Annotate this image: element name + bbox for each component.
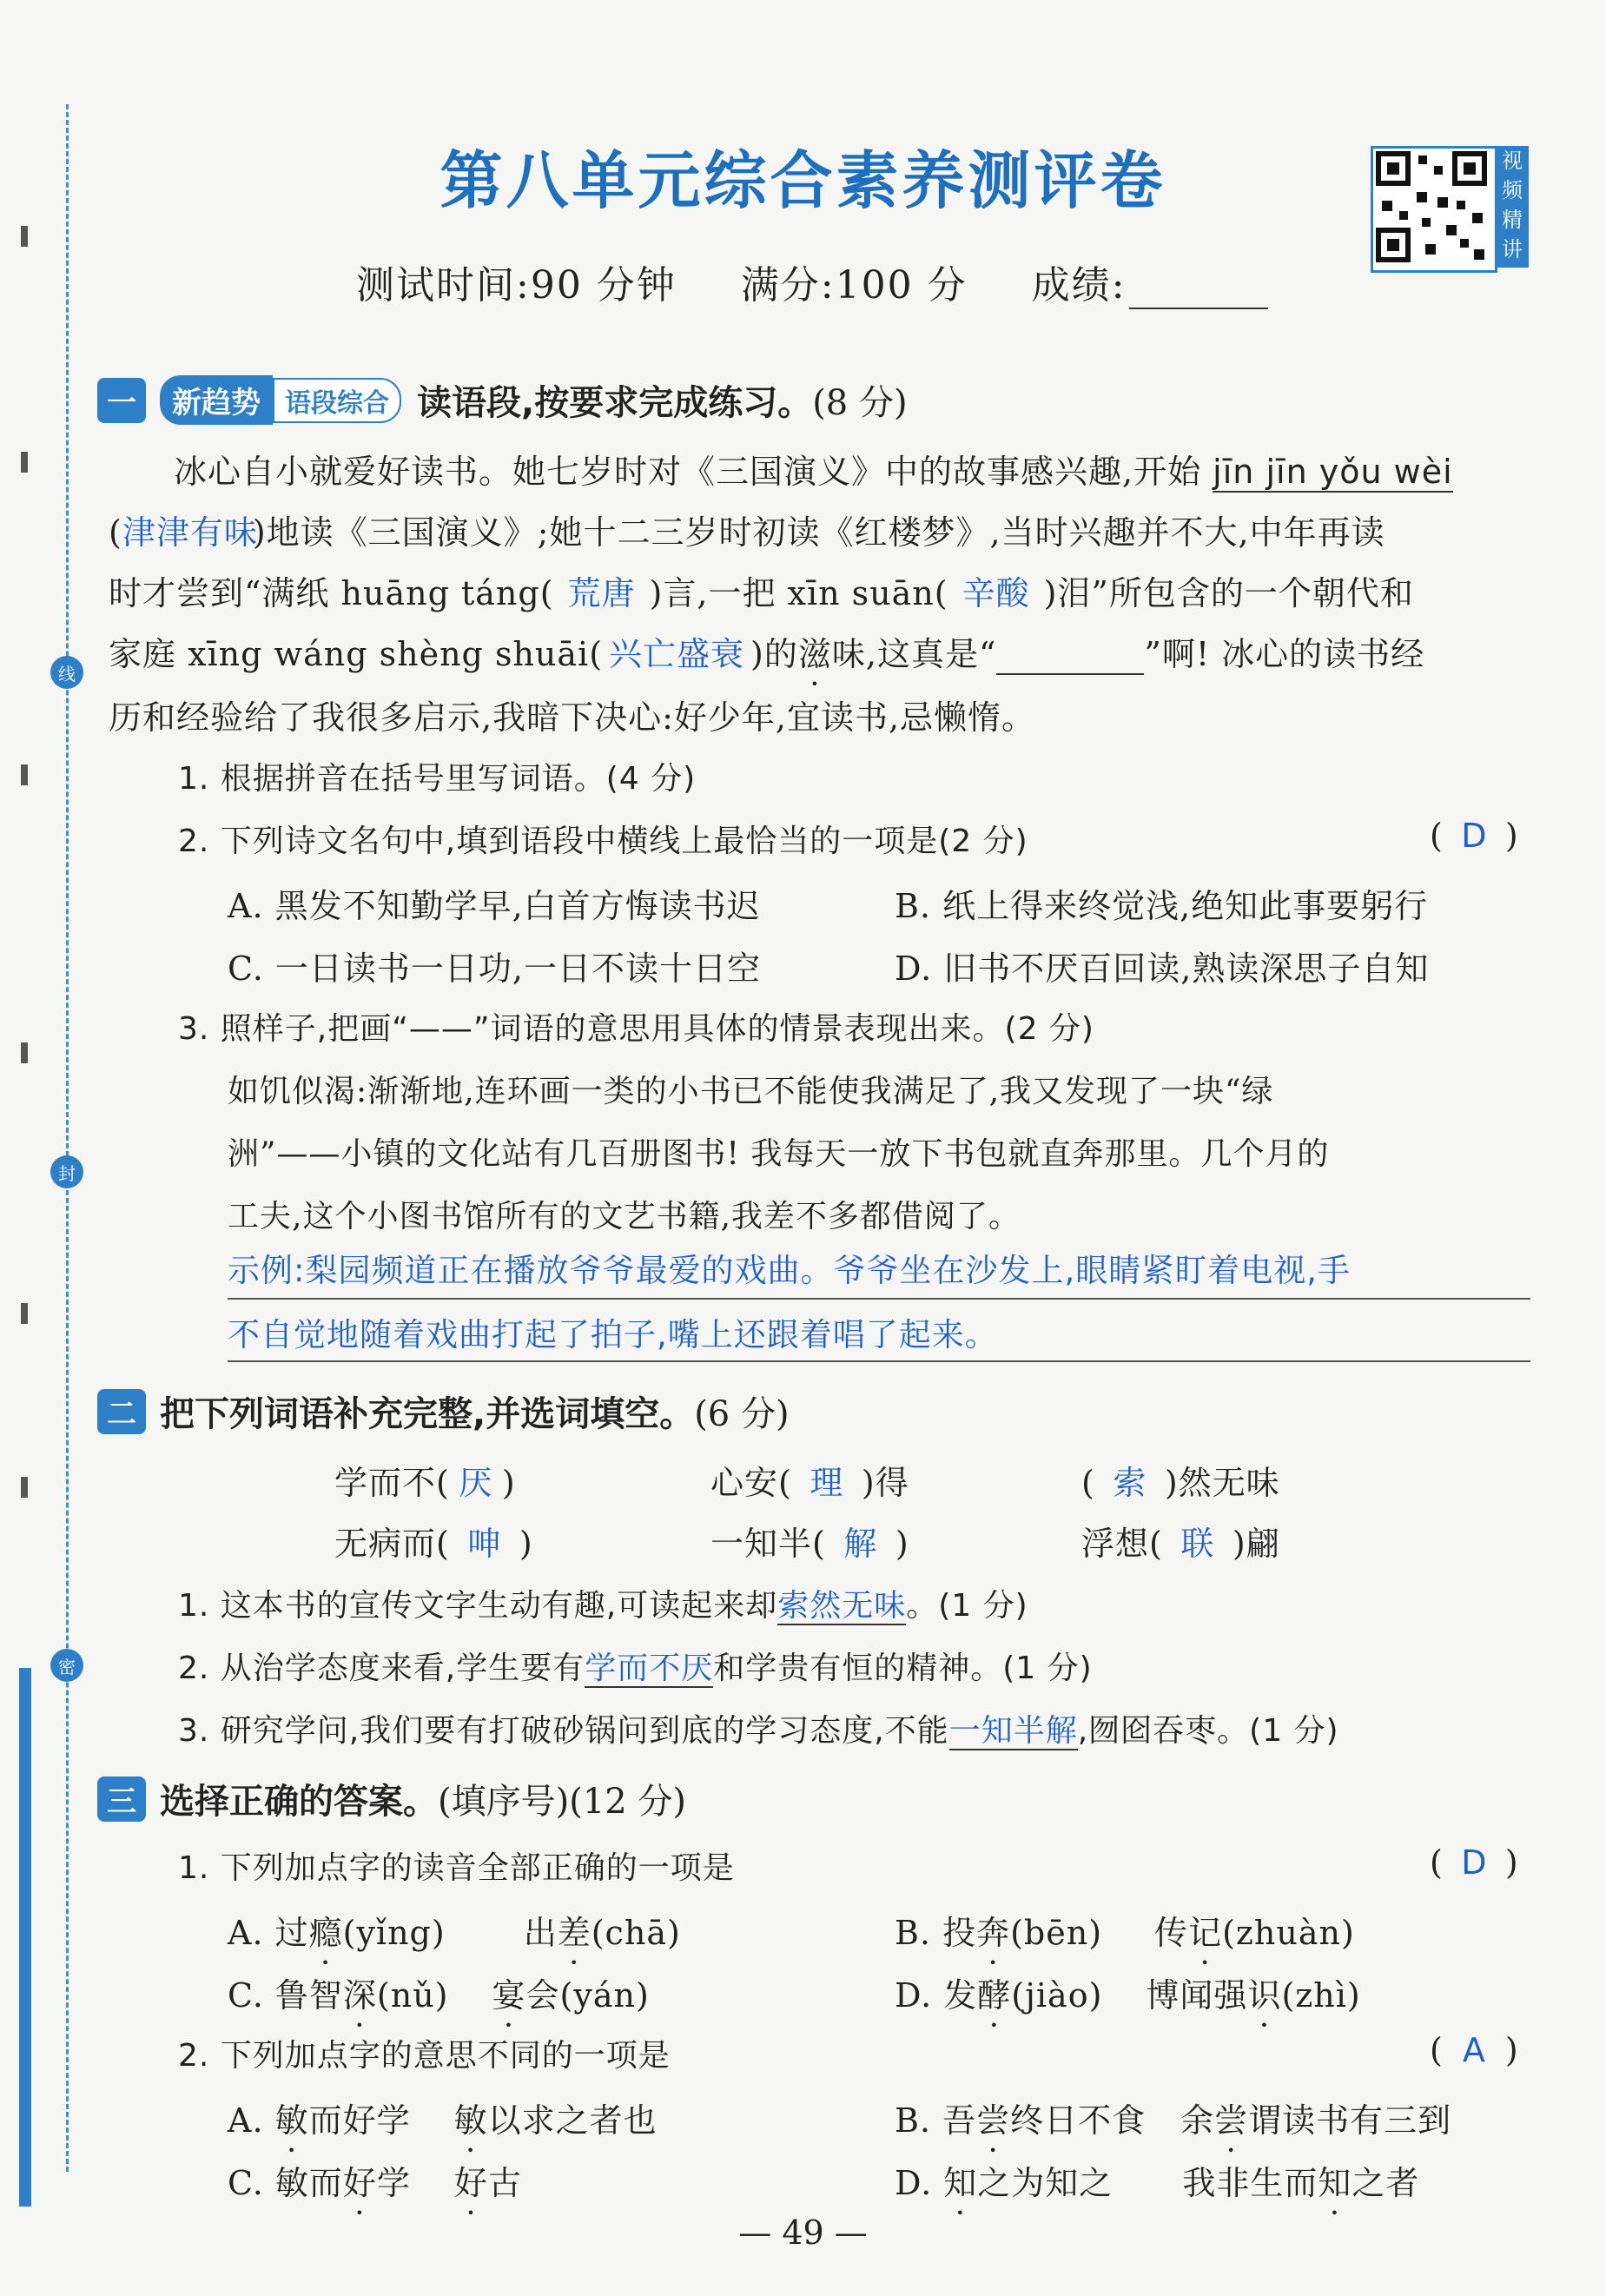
quote-blank[interactable] bbox=[996, 635, 1144, 675]
passage-line bbox=[109, 627, 1424, 675]
trend-badge-right: 语段综合 bbox=[273, 378, 401, 423]
answer-choice[interactable]: D bbox=[1461, 1843, 1487, 1882]
left-edge-tick bbox=[21, 226, 28, 247]
left-edge-tick bbox=[21, 1303, 28, 1324]
question-1-1: 1. 根据拼音在括号里写词语。(4 分) bbox=[178, 761, 697, 797]
dotted-char: 酵 bbox=[977, 1976, 1012, 2015]
section-number: 一 bbox=[97, 378, 146, 423]
answer-paren-1-2: ( D ) bbox=[1430, 817, 1518, 855]
section-title: 读语段,按要求完成练习。 bbox=[417, 383, 813, 423]
option-a[interactable]: A. 敏而好学 敏以求之者也 bbox=[228, 2101, 658, 2140]
trend-badge bbox=[160, 375, 401, 425]
answer-paren-3-1: ( D ) bbox=[1430, 1843, 1518, 1882]
passage-text: )的 bbox=[750, 635, 798, 673]
answer-xinsuan[interactable]: 辛酸 bbox=[962, 574, 1030, 612]
dotted-char: 敏 bbox=[453, 2101, 488, 2140]
word-item: 一知半( 解 ) bbox=[710, 1517, 909, 1565]
option-b[interactable]: B. 投奔(bēn) 传记(zhuàn) bbox=[895, 1914, 1355, 1952]
paren: ( bbox=[109, 513, 122, 552]
word-item: 浮想( 联 )翩 bbox=[1081, 1517, 1280, 1565]
passage-line: 历和经验给了我很多启示,我暗下决心:好少年,宜读书,忌懒惰。 bbox=[109, 698, 1036, 737]
binding-mark-secret: 密 bbox=[50, 1649, 83, 1682]
test-info bbox=[356, 254, 1319, 309]
section-number: 三 bbox=[97, 1777, 146, 1822]
option-b[interactable]: B. 吾尝终日不食 余尝谓读书有三到 bbox=[895, 2101, 1452, 2140]
option-c[interactable]: C. 鲁智深(nǔ) 宴会(yán) bbox=[228, 1976, 650, 2015]
passage-text: 时才尝到“满纸 huāng táng( bbox=[109, 574, 554, 612]
word-item: 心安( 理 )得 bbox=[710, 1456, 909, 1504]
binding-mark-line: 线 bbox=[50, 656, 83, 689]
section-title: 把下列词语补充完整,并选词填空。 bbox=[160, 1394, 695, 1434]
section-number: 二 bbox=[97, 1389, 146, 1434]
example-line: 工夫,这个小图书馆所有的文艺书籍,我差不多都借阅了。 bbox=[228, 1199, 1021, 1234]
word-answer[interactable]: 索 bbox=[1113, 1464, 1147, 1502]
answer-huangtang[interactable]: 荒唐 bbox=[567, 574, 636, 612]
example-line: 洲”——小镇的文化站有几百册图书! 我每天一放下书包就直奔那里。几个月的 bbox=[228, 1136, 1330, 1172]
page-number: — 49 — bbox=[738, 2213, 868, 2252]
dotted-char: 深 bbox=[342, 1976, 377, 2015]
trend-badge-left: 新趋势 bbox=[160, 375, 273, 425]
left-edge-strip bbox=[19, 1668, 31, 2207]
word-answer[interactable]: 联 bbox=[1180, 1525, 1215, 1563]
dotted-char: 滋 bbox=[797, 635, 832, 673]
section-1-header bbox=[97, 375, 908, 425]
answer-fill[interactable]: 学而不厌 bbox=[585, 1651, 714, 1686]
qr-code-icon[interactable] bbox=[1371, 146, 1497, 273]
passage-text: )言,一把 xīn suān( bbox=[649, 574, 948, 612]
answer-xingwang[interactable]: 兴亡盛衰 bbox=[609, 635, 745, 673]
dotted-char: 好 bbox=[453, 2164, 488, 2202]
section-3-header bbox=[97, 1774, 686, 1823]
passage-text: 味,这真是“ bbox=[831, 635, 997, 673]
word-answer[interactable]: 呻 bbox=[467, 1525, 502, 1563]
word-answer[interactable]: 解 bbox=[843, 1525, 878, 1563]
option-a[interactable]: A. 黑发不知勤学早,白首方悔读书迟 bbox=[228, 887, 761, 925]
question-1-2: 2. 下列诗文名句中,填到语段中横线上最恰当的一项是(2 分) bbox=[178, 824, 1028, 859]
passage-line bbox=[109, 506, 1385, 553]
question-2-1: 1. 这本书的宣传文字生动有趣,可读起来却索然无味。(1 分) bbox=[178, 1588, 1028, 1624]
option-d[interactable]: D. 旧书不厌百回读,熟读深思子自知 bbox=[895, 949, 1430, 988]
option-d[interactable]: D. 知之为知之 我非生而知之者 bbox=[895, 2164, 1420, 2202]
section-score: (8 分) bbox=[812, 383, 908, 423]
answer-paren-3-2: ( A ) bbox=[1430, 2031, 1518, 2069]
dotted-char: 尝 bbox=[1214, 2101, 1249, 2140]
question-3-1: 1. 下列加点字的读音全部正确的一项是 bbox=[178, 1850, 735, 1886]
test-time: 测试时间:90 分钟 bbox=[356, 263, 677, 308]
section-score: (填序号)(12 分) bbox=[438, 1782, 687, 1822]
passage-line bbox=[109, 566, 1414, 614]
dotted-char: 瘾 bbox=[308, 1914, 343, 1952]
left-edge-tick bbox=[21, 764, 28, 785]
dotted-char: 敏 bbox=[274, 2101, 309, 2140]
answer-jinjinyouwei[interactable]: 津津有味 bbox=[122, 513, 258, 552]
answer-line[interactable]: 示例:梨园频道正在播放爷爷最爱的戏曲。爷爷坐在沙发上,眼睛紧盯着电视,手 bbox=[228, 1252, 1351, 1289]
answer-line[interactable]: 不自觉地随着戏曲打起了拍子,嘴上还跟着唱了起来。 bbox=[228, 1316, 998, 1353]
option-c[interactable]: C. 敏而好学 好古 bbox=[228, 2164, 522, 2202]
grade-blank[interactable] bbox=[1129, 263, 1268, 309]
section-2-header bbox=[97, 1386, 790, 1436]
passage-text: )泪”所包含的一个朝代和 bbox=[1043, 574, 1414, 612]
word-answer[interactable]: 厌 bbox=[459, 1464, 493, 1502]
answer-fill[interactable]: 一知半解 bbox=[948, 1713, 1078, 1749]
left-edge-tick bbox=[21, 1042, 28, 1063]
binding-mark-seal: 封 bbox=[50, 1155, 83, 1188]
dotted-char: 尝 bbox=[976, 2101, 1011, 2140]
dotted-char: 奔 bbox=[976, 1914, 1011, 1952]
passage-line bbox=[174, 445, 1453, 493]
option-b[interactable]: B. 纸上得来终觉浅,绝知此事要躬行 bbox=[895, 887, 1429, 925]
pinyin-prompt: jīn jīn yǒu wèi bbox=[1213, 453, 1453, 491]
answer-choice[interactable]: A bbox=[1462, 2031, 1485, 2069]
answer-rule bbox=[228, 1360, 1530, 1362]
word-item: 学而不( 厌 ) bbox=[334, 1456, 516, 1504]
page-title: 第八单元综合素养测评卷 bbox=[440, 144, 1166, 217]
passage-text: 家庭 xīng wáng shèng shuāi( bbox=[109, 635, 604, 673]
answer-fill[interactable]: 索然无味 bbox=[777, 1588, 907, 1624]
full-score: 满分:100 分 bbox=[740, 263, 968, 308]
answer-choice[interactable]: D bbox=[1461, 817, 1487, 855]
left-edge-tick bbox=[21, 452, 28, 473]
option-d[interactable]: D. 发酵(jiào) 博闻强识(zhì) bbox=[895, 1976, 1361, 2015]
question-2-3: 3. 研究学问,我们要有打破砂锅问到底的学习态度,不能一知半解,囫囵吞枣。(1 分) bbox=[178, 1713, 1339, 1749]
option-a[interactable]: A. 过瘾(yǐng) 出差(chā) bbox=[228, 1914, 681, 1952]
question-1-3: 3. 照样子,把画“——”词语的意思用具体的情景表现出来。(2 分) bbox=[178, 1011, 1094, 1047]
dotted-char: 知 bbox=[1318, 2164, 1352, 2202]
word-answer[interactable]: 理 bbox=[810, 1464, 844, 1502]
passage-text: )地读《三国演义》;她十二三岁时初读《红楼梦》,当时兴趣并不大,中年再读 bbox=[252, 513, 1385, 552]
answer-rule bbox=[228, 1298, 1530, 1300]
dotted-char: 好 bbox=[342, 2164, 377, 2202]
grade-label: 成绩: bbox=[1031, 263, 1127, 308]
dotted-char: 记 bbox=[1188, 1914, 1223, 1952]
dotted-char: 知 bbox=[943, 2164, 978, 2202]
section-score: (6 分) bbox=[694, 1394, 790, 1434]
dotted-char: 识 bbox=[1247, 1976, 1282, 2015]
word-item: 无病而( 呻 ) bbox=[334, 1517, 533, 1565]
question-2-2: 2. 从治学态度来看,学生要有学而不厌和学贵有恒的精神。(1 分) bbox=[178, 1651, 1093, 1686]
left-edge-tick bbox=[21, 1477, 28, 1498]
passage-text: ”啊! 冰心的读书经 bbox=[1144, 635, 1425, 673]
word-item: ( 索 )然无味 bbox=[1081, 1456, 1280, 1504]
section-title: 选择正确的答案。 bbox=[160, 1782, 438, 1822]
option-c[interactable]: C. 一日读书一日功,一日不读十日空 bbox=[228, 949, 761, 988]
passage-text: 冰心自小就爱好读书。她七岁时对《三国演义》中的故事感兴趣,开始 bbox=[174, 453, 1213, 491]
dotted-char: 差 bbox=[557, 1914, 592, 1952]
example-line: 如饥似渴:渐渐地,连环画一类的小书已不能使我满足了,我又发现了一块“绿 bbox=[228, 1074, 1274, 1109]
binding-dashed-line bbox=[66, 104, 69, 2172]
dotted-char: 宴 bbox=[492, 1976, 526, 2015]
qr-video-label: 视频精讲 bbox=[1496, 146, 1529, 268]
question-3-2: 2. 下列加点字的意思不同的一项是 bbox=[178, 2038, 671, 2074]
